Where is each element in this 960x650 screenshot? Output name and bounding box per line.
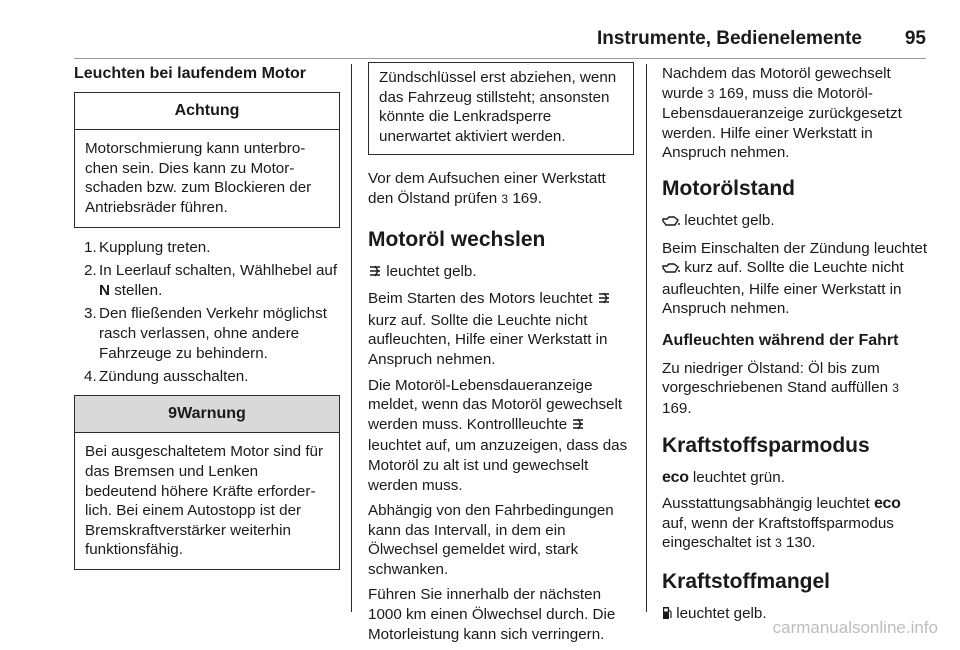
- fuel-pump-icon: [662, 606, 672, 626]
- text: leuchtet grün.: [688, 469, 785, 487]
- paragraph: Führen Sie innerhalb der nächsten 1000 km einen Ölwechsel durch. Die Motorleistung kann sich verringern.: [368, 586, 616, 643]
- text: 130.: [781, 534, 816, 552]
- oil-change-icon: [597, 291, 611, 311]
- warnung-title: Warnung: [177, 404, 246, 422]
- heading-while-driving: Aufleuchten während der Fahrt: [662, 331, 899, 349]
- achtung-text: Motorschmierung kann unterbrochen sein. Dies kann zu Motorschaden bzw. zum Blockieren der Antriebsräder führen.: [85, 140, 312, 216]
- step-number: 2.: [84, 262, 97, 280]
- text: auf, wenn der Kraftstoffsparmodus eingeschaltet ist: [662, 514, 894, 552]
- column-divider: [646, 64, 647, 612]
- page-ref-symbol: 3: [892, 381, 899, 396]
- column-divider: [351, 64, 352, 612]
- heading-oil-level: Motorölstand: [662, 176, 795, 200]
- page-ref-symbol: 3: [775, 536, 782, 551]
- text: leuchtet auf, um anzuzeigen, dass das Motoröl zu alt ist und gewechselt werden muss.: [368, 437, 628, 494]
- oil-change-icon: [571, 417, 585, 437]
- gear-n-label: N: [99, 281, 110, 299]
- paragraph: [662, 359, 930, 419]
- text: Vor dem Aufsuchen einer Werkstatt den Ölstand prüfen: [368, 170, 606, 207]
- text: 169, muss die Motoröl-Lebensdaueranzeige zurückgesetzt werden. Hilfe einer Werkstatt in Anspruch nehmen.: [662, 84, 902, 162]
- text: 169.: [662, 399, 692, 417]
- oil-can-icon: [662, 213, 680, 233]
- paragraph: Abhängig von den Fahrbedingungen kann das Intervall, in dem ein Ölwechsel gemeldet wird, stark schwanken.: [368, 502, 614, 578]
- warnung-box: [74, 395, 340, 570]
- text: leuchtet gelb.: [680, 211, 775, 229]
- step-text: In Leerlauf schalten, Wählhebel auf: [99, 262, 338, 280]
- text: Beim Einschalten der Zündung leuchtet: [662, 239, 928, 257]
- step-text: Zündung ausschalten.: [99, 368, 249, 386]
- oil-can-icon: [662, 260, 680, 280]
- achtung-title: Achtung: [75, 93, 339, 131]
- paragraph: [368, 289, 634, 369]
- paragraph: [368, 262, 634, 284]
- text: Nachdem das Motoröl gewechselt wurde: [662, 65, 891, 102]
- page-ref-symbol: 3: [707, 86, 715, 101]
- warning-symbol: 9: [168, 404, 178, 422]
- eco-icon: eco: [873, 494, 901, 512]
- paragraph: [662, 64, 930, 163]
- text: leuchtet gelb.: [382, 262, 477, 280]
- note-text: Zündschlüssel erst abziehen, wenn das Fahrzeug stillsteht; ansonsten könnte die Lenkradsperre unerwartet aktiviert werden.: [379, 69, 617, 145]
- paragraph: [662, 239, 930, 319]
- page-ref-symbol: 3: [501, 191, 509, 206]
- page-number: 95: [904, 28, 926, 49]
- note-box: [368, 62, 634, 155]
- step-number: 4.: [84, 368, 97, 386]
- list-item: [74, 238, 340, 258]
- text: kurz auf. Sollte die Leuchte nicht aufleuchten, Hilfe einer Werkstatt in Anspruch nehmen.: [368, 311, 608, 368]
- oil-change-icon: [368, 264, 382, 284]
- list-item: [74, 261, 340, 300]
- page-ref: 169.: [508, 189, 542, 207]
- achtung-box: [74, 92, 340, 228]
- paragraph: [662, 211, 930, 233]
- paragraph: [662, 494, 930, 554]
- step-text: Den fließenden Verkehr möglichst rasch verlassen, ohne andere Fahrzeuge zu behindern.: [99, 305, 327, 362]
- text: Die Motoröl-Lebensdaueranzeige meldet, wenn das Motoröl gewechselt werden muss. Kontrollleuchte: [368, 376, 623, 433]
- step-number: 1.: [84, 238, 97, 256]
- text: kurz auf. Sollte die Leuchte nicht aufleuchten, Hilfe einer Werkstatt in Anspruch nehmen.: [662, 259, 904, 318]
- page-title: Instrumente, Bedienelemente: [596, 28, 862, 49]
- heading-low-fuel: Kraftstoffmangel: [662, 569, 831, 593]
- warnung-header: [75, 396, 339, 434]
- paragraph: [368, 376, 634, 496]
- column-right: [662, 64, 930, 631]
- eco-icon: eco: [662, 469, 689, 487]
- list-item: [74, 304, 340, 363]
- section-title: Leuchten bei laufendem Motor: [74, 65, 307, 82]
- steps-list: [74, 238, 340, 387]
- heading-eco-mode: Kraftstoffsparmodus: [662, 434, 870, 458]
- column-left: [74, 64, 340, 570]
- text: Zu niedriger Ölstand: Öl bis zum vorgeschriebenen Stand auffüllen: [662, 359, 893, 397]
- column-middle: [368, 64, 634, 650]
- page-header: [74, 28, 926, 59]
- text: Beim Starten des Motors leuchtet: [368, 290, 597, 308]
- text: leuchtet gelb.: [672, 604, 767, 622]
- watermark: carmanualsonline.info: [772, 618, 938, 637]
- text: Ausstattungsabhängig leuchtet: [662, 494, 874, 512]
- step-text: Kupplung treten.: [99, 238, 211, 256]
- step-text: stellen.: [109, 281, 163, 299]
- paragraph: [662, 468, 930, 488]
- paragraph: [368, 169, 634, 209]
- warnung-text: Bei ausgeschaltetem Motor sind für das Bremsen und Lenken bedeutend höhere Kräfte erforderlich. Bei einem Autostopp ist der Bremskraftverstärker weiterhin funktionsfähig.: [85, 443, 324, 559]
- heading-oil-change: Motoröl wechslen: [368, 227, 546, 251]
- list-item: [74, 367, 340, 387]
- step-number: 3.: [84, 305, 97, 323]
